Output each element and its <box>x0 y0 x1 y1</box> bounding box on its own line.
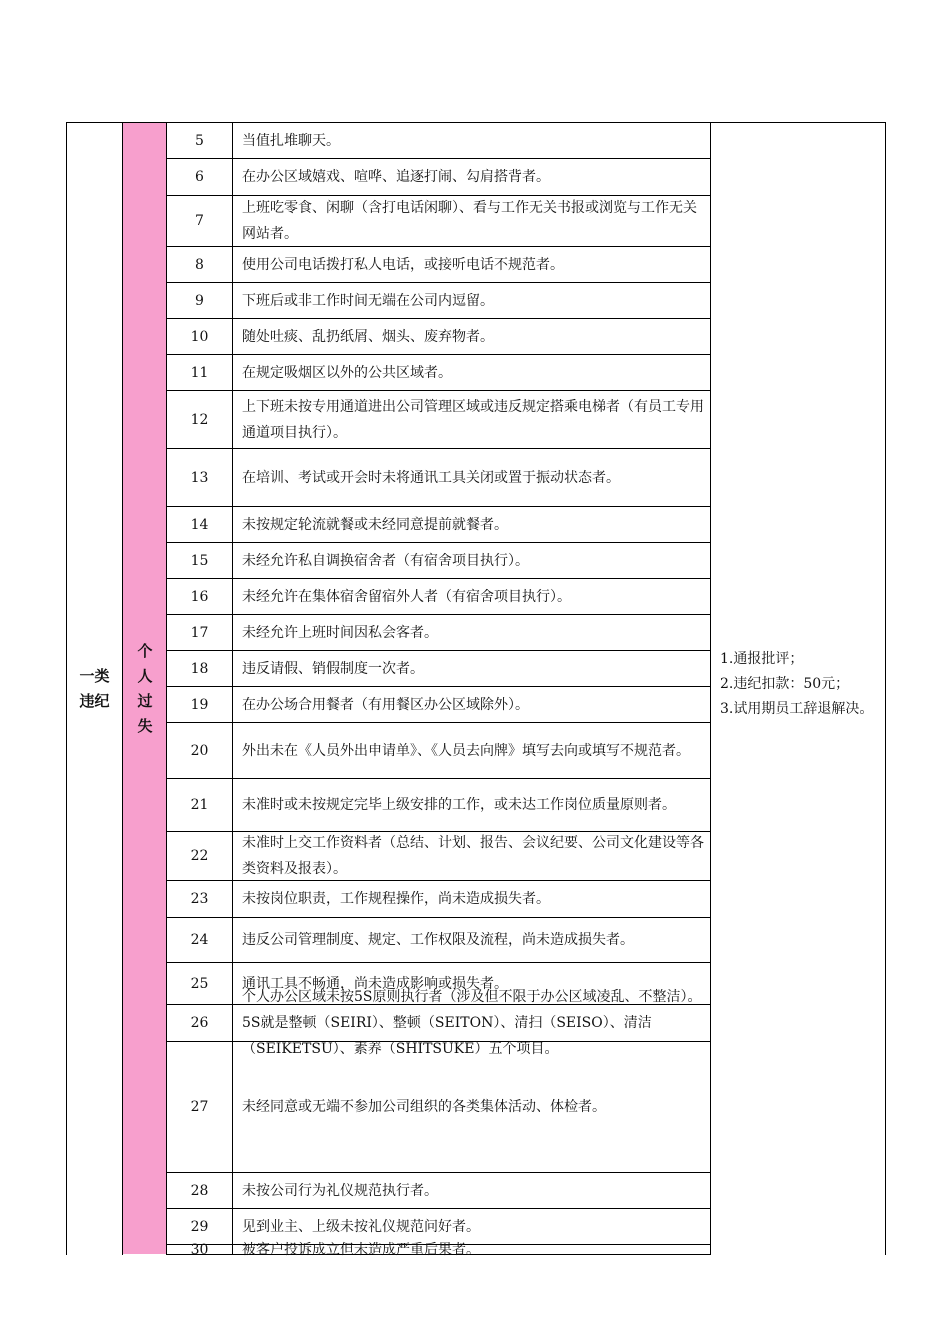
category-label: 一类违纪 <box>79 666 110 710</box>
row-number: 22 <box>167 832 233 880</box>
penalty-item: 3.试用期员工辞退解决。 <box>720 701 874 717</box>
table-row <box>167 579 711 615</box>
row-number: 25 <box>167 963 233 1004</box>
row-number: 9 <box>167 283 233 318</box>
table-left-border <box>66 123 67 1255</box>
row-number: 19 <box>167 687 233 722</box>
row-description: 未准时或未按规定完毕上级安排的工作，或未达工作岗位质量原则者。 <box>242 797 676 813</box>
table-row <box>167 507 711 543</box>
row-description: 上班吃零食、闲聊（含打电话闲聊）、看与工作无关书报或浏览与工作无关网站者。 <box>242 200 697 242</box>
row-description: 个人办公区域未按5S原则执行者（涉及但不限于办公区域凌乱、不整洁）。5S就是整顿（SEIRI）、整顿（SEITON）、清扫（SEISO）、清洁（SEIKETSU）、素养（SHITSUKE）五个项目。 <box>242 989 702 1057</box>
row-description: 当值扎堆聊天。 <box>242 132 340 149</box>
table-row <box>167 687 711 723</box>
row-number: 14 <box>167 507 233 542</box>
subcategory-label: 个人过失 <box>137 641 153 735</box>
row-description: 在办公场合用餐者（有用餐区办公区域除外）。 <box>242 696 529 713</box>
row-description: 未按公司行为礼仪规范执行者。 <box>242 1182 438 1199</box>
row-description: 违反请假、销假制度一次者。 <box>242 660 424 677</box>
table-row <box>167 779 711 832</box>
row-number: 27 <box>167 1042 233 1172</box>
penalty-list <box>720 647 873 722</box>
table-row <box>167 159 711 196</box>
table-row <box>167 881 711 918</box>
table-row <box>167 247 711 283</box>
row-number: 5 <box>167 123 233 158</box>
row-number: 7 <box>167 196 233 246</box>
subcategory-cell <box>123 123 167 1254</box>
row-description: 在规定吸烟区以外的公共区域者。 <box>242 364 452 381</box>
table-row <box>167 449 711 507</box>
table-row <box>167 391 711 449</box>
row-number: 13 <box>167 449 233 506</box>
row-description: 未经允许私自调换宿舍者（有宿舍项目执行）。 <box>242 552 529 569</box>
penalty-cell <box>711 123 886 1254</box>
row-description: 在培训、考试或开会时未将通讯工具关闭或置于振动状态者。 <box>242 469 620 486</box>
table-row <box>167 832 711 881</box>
table-row <box>167 1042 711 1173</box>
row-number: 28 <box>167 1173 233 1208</box>
row-description: 未经同意或无端不参加公司组织的各类集体活动、体检者。 <box>242 1099 606 1115</box>
row-description: 未经允许在集体宿舍留宿外人者（有宿舍项目执行）。 <box>242 588 571 605</box>
row-number: 15 <box>167 543 233 578</box>
row-number: 11 <box>167 355 233 390</box>
row-description: 通讯工具不畅通，尚未造成影响或损失者。 <box>242 975 508 992</box>
table-row <box>167 651 711 687</box>
row-number: 21 <box>167 779 233 831</box>
column-divider <box>166 123 167 1255</box>
row-number: 26 <box>167 1005 233 1041</box>
violation-table <box>66 122 886 1258</box>
table-row <box>167 615 711 651</box>
row-description: 未准时上交工作资料者（总结、计划、报告、会议纪要、公司文化建设等各类资料及报表）。 <box>242 835 704 877</box>
row-number: 6 <box>167 159 233 195</box>
column-divider <box>122 123 123 1255</box>
table-row <box>167 543 711 579</box>
row-number: 20 <box>167 723 233 778</box>
table-row <box>167 355 711 391</box>
row-number: 12 <box>167 391 233 448</box>
row-number: 10 <box>167 319 233 354</box>
table-row <box>167 283 711 319</box>
row-description: 未经允许上班时间因私会客者。 <box>242 624 438 641</box>
table-row <box>167 989 711 1057</box>
row-description: 见到业主、上级未按礼仪规范问好者。 <box>242 1218 480 1235</box>
table-row <box>167 319 711 355</box>
row-description: 未按规定轮流就餐或未经同意提前就餐者。 <box>242 516 508 533</box>
penalty-item: 2.违纪扣款：50元； <box>720 676 850 692</box>
column-divider <box>710 123 711 1255</box>
row-description: 违反公司管理制度、规定、工作权限及流程，尚未造成损失者。 <box>242 932 634 948</box>
table-row <box>167 723 711 779</box>
row-description: 未按岗位职责，工作规程操作，尚未造成损失者。 <box>242 891 550 907</box>
row-description: 在办公区域嬉戏、喧哗、追逐打闹、勾肩搭背者。 <box>242 169 550 185</box>
table-row <box>167 196 711 247</box>
category-cell <box>66 123 123 1254</box>
table-row <box>167 1241 711 1258</box>
row-number: 24 <box>167 918 233 962</box>
row-number: 18 <box>167 651 233 686</box>
penalty-item: 1.通报批评； <box>720 651 804 667</box>
violation-rows <box>167 123 711 1258</box>
row-description: 外出未在《人员外出申请单》、《人员去向牌》填写去向或填写不规范者。 <box>242 742 690 759</box>
row-description: 上下班未按专用通道进出公司管理区域或违反规定搭乘电梯者（有员工专用通道项目执行）。 <box>242 398 704 441</box>
row-number: 23 <box>167 881 233 917</box>
table-row <box>167 918 711 963</box>
row-description: 随处吐痰、乱扔纸屑、烟头、废弃物者。 <box>242 328 494 345</box>
row-number: 16 <box>167 579 233 614</box>
row-number: 30 <box>167 1245 233 1254</box>
table-row <box>167 123 711 159</box>
row-description: 被客户投诉成立但未造成严重后果者。 <box>242 1241 480 1258</box>
row-number: 29 <box>167 1209 233 1244</box>
row-description: 下班后或非工作时间无端在公司内逗留。 <box>242 292 494 309</box>
table-right-border <box>885 123 886 1255</box>
row-number: 17 <box>167 615 233 650</box>
row-description: 使用公司电话拨打私人电话，或接听电话不规范者。 <box>242 256 564 273</box>
table-row <box>167 1173 711 1209</box>
row-number: 8 <box>167 247 233 282</box>
